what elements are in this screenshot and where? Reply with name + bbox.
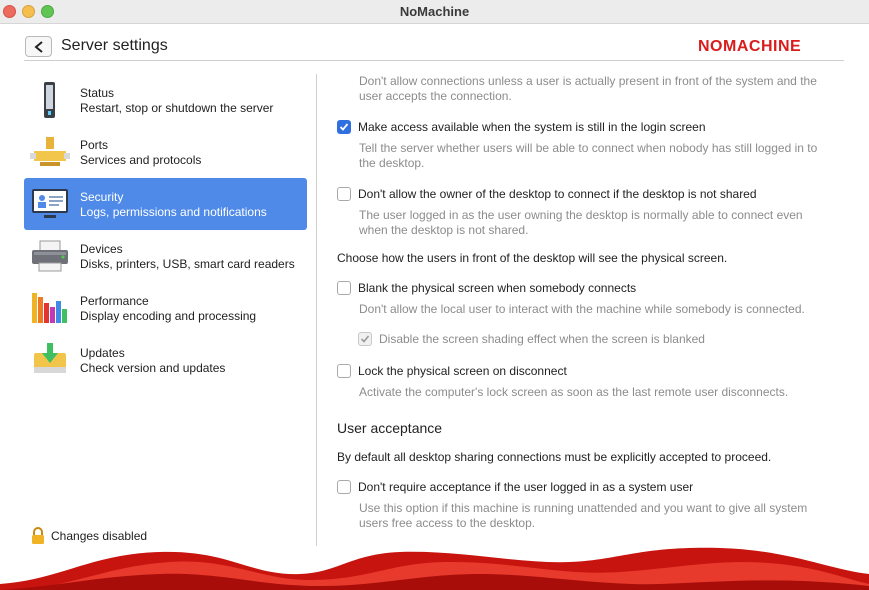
sidebar-item-subtitle: Display encoding and processing (80, 309, 257, 323)
lock-screen-checkbox[interactable] (337, 364, 351, 378)
checkmark-icon (360, 334, 370, 344)
sidebar-item-title: Ports (80, 138, 109, 152)
option-description: Don't allow connections unless a user is actually present in front of the system and the user accepts the connection. (359, 74, 817, 103)
option-label: Blank the physical screen when somebody connects (358, 281, 637, 295)
acceptance-intro: By default all desktop sharing connections must be explicitly accepted to proceed. (337, 450, 772, 464)
login-screen-checkbox[interactable] (337, 120, 351, 134)
no-acceptance-checkbox[interactable] (337, 480, 351, 494)
disable-shading-checkbox[interactable] (358, 332, 372, 346)
sidebar-item-performance[interactable] (24, 282, 307, 334)
option-description: Use this option if this machine is running unattended and you want to give all system users free access to the desktop. (359, 501, 808, 530)
option-description: Tell the server whether users will be able to connect when nobody has still logged in to the desktop. (359, 141, 818, 170)
option-lock-screen[interactable] (337, 364, 567, 378)
blank-screen-checkbox[interactable] (337, 281, 351, 295)
sidebar-item-ports[interactable] (24, 126, 307, 178)
option-description: The user logged in as the user owning the desktop is normally able to connect even when the desktop is not shared. (359, 208, 803, 237)
sidebar-item-subtitle: Disks, printers, USB, smart card readers (80, 257, 295, 271)
chevron-left-icon (34, 41, 44, 53)
sidebar-item-subtitle: Services and protocols (80, 153, 202, 167)
window-title: NoMachine (399, 4, 470, 19)
sidebar-item-security[interactable] (24, 178, 307, 230)
sidebar-item-status[interactable] (24, 74, 307, 126)
updates-icon (30, 341, 70, 379)
option-label: Make access available when the system is still in the login screen (358, 120, 706, 134)
option-description: Don't allow the local user to interact with the machine while somebody is connected. (359, 302, 805, 316)
sidebar-item-subtitle: Restart, stop or shutdown the server (80, 101, 274, 115)
option-disable-shading[interactable] (358, 332, 705, 346)
option-label: Don't require acceptance if the user logged in as a system user (358, 480, 694, 494)
performance-icon (30, 289, 70, 327)
printer-icon (30, 237, 70, 275)
back-button[interactable] (25, 36, 52, 57)
sidebar (24, 74, 307, 386)
sidebar-item-title: Status (80, 86, 115, 100)
checkmark-icon (339, 122, 349, 132)
sidebar-item-subtitle: Check version and updates (80, 361, 226, 375)
physical-screen-intro: Choose how the users in front of the desktop will see the physical screen. (337, 251, 728, 265)
sidebar-item-title: Devices (80, 242, 123, 256)
sidebar-item-title: Performance (80, 294, 149, 308)
option-blank-screen[interactable] (337, 281, 636, 295)
sidebar-item-title: Security (80, 190, 124, 204)
ports-icon (30, 133, 70, 171)
deny-owner-checkbox[interactable] (337, 187, 351, 201)
option-label: Disable the screen shading effect when the screen is blanked (379, 332, 705, 346)
option-description: Activate the computer's lock screen as soon as the last remote user disconnects. (359, 385, 789, 399)
page-title: Server settings (61, 37, 168, 54)
section-heading: User acceptance (337, 420, 443, 436)
nomachine-logo (698, 37, 843, 53)
security-icon (30, 185, 70, 223)
sidebar-item-devices[interactable] (24, 230, 307, 282)
option-no-acceptance[interactable] (337, 480, 693, 494)
option-deny-owner[interactable] (337, 187, 757, 201)
sidebar-item-updates[interactable] (24, 334, 307, 386)
server-status-icon (30, 81, 70, 119)
option-label: Lock the physical screen on disconnect (358, 364, 567, 378)
panel-divider (316, 74, 317, 546)
header-divider (24, 60, 844, 61)
sidebar-item-title: Updates (80, 346, 125, 360)
window-titlebar (0, 0, 869, 24)
lock-status-label: Changes disabled (51, 528, 148, 543)
sidebar-item-subtitle: Logs, permissions and notifications (80, 205, 267, 219)
svg-text:NOMACHINE: NOMACHINE (698, 38, 802, 53)
footer-wave-decoration (0, 540, 869, 590)
option-login-screen-access[interactable] (337, 120, 706, 134)
option-label: Don't allow the owner of the desktop to connect if the desktop is not shared (358, 187, 757, 201)
